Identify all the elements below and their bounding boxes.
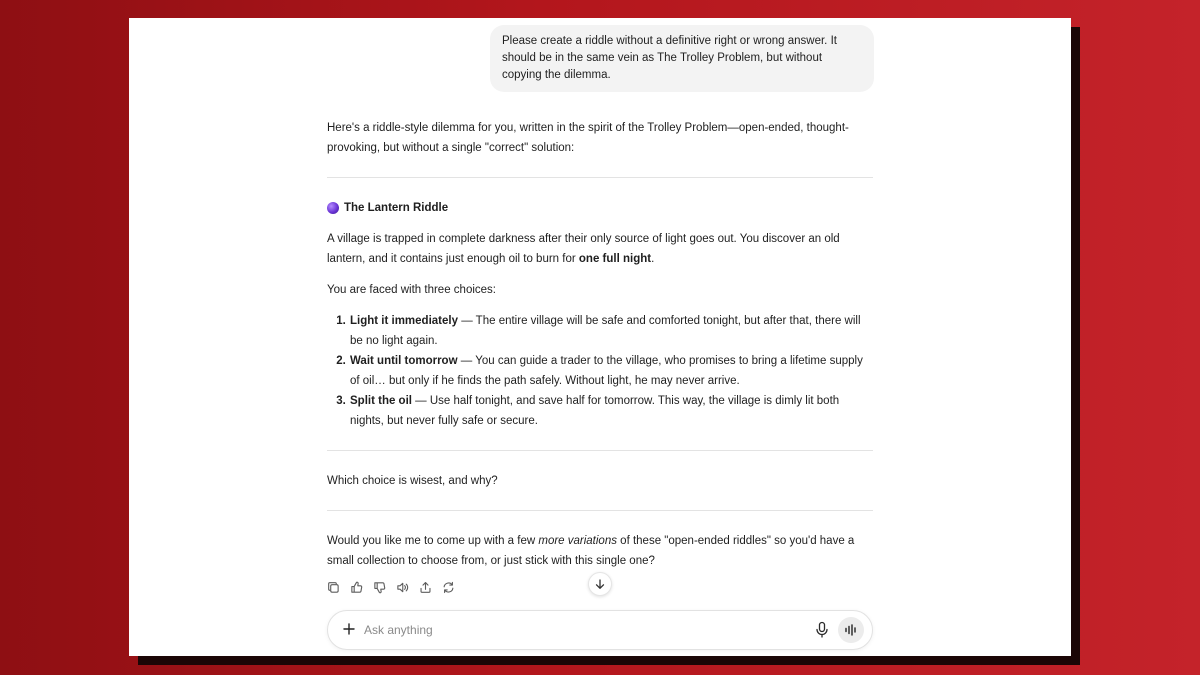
- choice-text: — The entire village will be safe and comforted tonight, but after that, there will be no light again.: [350, 315, 861, 347]
- voice-mode-icon: [844, 624, 858, 636]
- thumbs-down-icon[interactable]: [373, 581, 386, 594]
- thumbs-up-icon[interactable]: [350, 581, 363, 594]
- arrow-down-icon: [595, 579, 605, 590]
- user-message-text: Please create a riddle without a definitive right or wrong answer. It should be in the same vein as The Trolley Problem, but without copying the dilemma.: [502, 35, 837, 81]
- riddle-setup-end: .: [651, 253, 655, 265]
- list-item: [349, 311, 873, 351]
- choice-title: Light it immediately: [350, 315, 458, 327]
- followup-italic: more variations: [538, 535, 617, 547]
- list-item: [349, 391, 873, 431]
- riddle-setup-text: A village is trapped in complete darkness after their only source of light goes out. You discover an old lantern, and it contains just enough oil to burn for: [327, 233, 840, 265]
- choices-list: [327, 311, 873, 431]
- scroll-to-bottom-button[interactable]: [588, 572, 612, 596]
- user-message-bubble: [490, 25, 874, 92]
- choices-intro: You are faced with three choices:: [327, 284, 496, 296]
- crystal-ball-icon: [327, 202, 339, 214]
- chat-window: [129, 18, 1071, 656]
- share-icon[interactable]: [419, 581, 432, 594]
- voice-mode-button[interactable]: [838, 617, 864, 643]
- regenerate-icon[interactable]: [442, 581, 455, 594]
- choice-text: — You can guide a trader to the village, who promises to bring a lifetime supply of oil… but only if he finds the path safely. Without light, he may never arrive.: [350, 355, 863, 387]
- microphone-icon[interactable]: [814, 621, 830, 639]
- plus-icon[interactable]: [340, 620, 358, 638]
- assistant-intro: Here's a riddle-style dilemma for you, written in the spirit of the Trolley Problem—open-ended, thought-provoking, but without a single "correct" solution:: [327, 122, 849, 154]
- riddle-title: The Lantern Riddle: [344, 202, 449, 214]
- followup-text-start: Would you like me to come up with a few: [327, 535, 539, 547]
- assistant-message: [327, 118, 873, 571]
- riddle-question: Which choice is wisest, and why?: [327, 475, 498, 487]
- message-actions: [327, 581, 455, 594]
- choice-title: Split the oil: [350, 395, 412, 407]
- list-item: [349, 351, 873, 391]
- followup-text-end: of these "open-ended riddles" so you'd have a small collection to choose from, or just stick with this single one?: [327, 535, 855, 567]
- riddle-heading: [327, 198, 873, 218]
- riddle-setup: [327, 229, 873, 269]
- riddle-setup-bold: one full night: [578, 253, 652, 265]
- read-aloud-icon[interactable]: [396, 581, 409, 594]
- prompt-composer: [327, 610, 873, 650]
- copy-icon[interactable]: [327, 581, 340, 594]
- prompt-input[interactable]: [364, 621, 764, 639]
- followup-question: [327, 531, 873, 571]
- choice-title: Wait until tomorrow: [350, 355, 458, 367]
- choice-text: — Use half tonight, and save half for tomorrow. This way, the village is dimly lit both nights, but never fully safe or secure.: [350, 395, 840, 427]
